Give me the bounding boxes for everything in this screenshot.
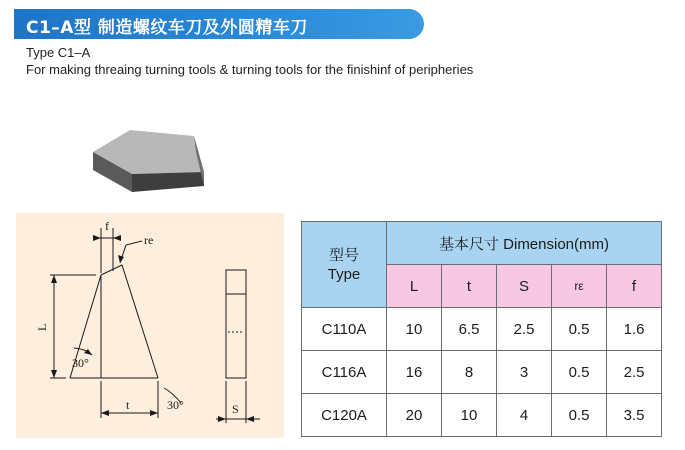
cell-L: 10: [387, 308, 442, 351]
row-type: C120A: [302, 394, 387, 437]
label-angle-left: 30°: [72, 356, 89, 370]
table-row: [302, 351, 662, 394]
type-header-cn: 型号: [328, 246, 359, 264]
column-header: f: [607, 265, 662, 308]
type-header: [302, 222, 387, 308]
label-t: t: [126, 398, 130, 412]
drawing-svg: [16, 213, 284, 438]
cell-re: 0.5: [552, 394, 607, 437]
dimension-table: [301, 221, 662, 437]
type-line: Type C1–A: [26, 45, 91, 60]
cell-re: 0.5: [552, 351, 607, 394]
technical-drawing: [16, 213, 284, 438]
cell-t: 8: [442, 351, 497, 394]
label-f: f: [105, 219, 109, 233]
cell-L: 16: [387, 351, 442, 394]
column-header: rε: [552, 265, 607, 308]
label-L: L: [35, 323, 49, 331]
row-type: C110A: [302, 308, 387, 351]
cell-S: 4: [497, 394, 552, 437]
insert-3d-image: [88, 126, 218, 198]
type-header-en: Type: [327, 265, 361, 283]
cell-f: 1.6: [607, 308, 662, 351]
table-row: [302, 308, 662, 351]
table-row: [302, 394, 662, 437]
column-header: S: [497, 265, 552, 308]
cell-S: 2.5: [497, 308, 552, 351]
column-header: L: [387, 265, 442, 308]
cell-re: 0.5: [552, 308, 607, 351]
cell-L: 20: [387, 394, 442, 437]
page-title: C1–A型 制造螺纹车刀及外圆精车刀: [26, 18, 308, 38]
label-S: S: [232, 402, 239, 416]
description-line: For making threaing turning tools & turning tools for the finishinf of peripheries: [26, 62, 474, 77]
cell-f: 2.5: [607, 351, 662, 394]
label-re: re: [144, 233, 154, 247]
dimension-header: 基本尺寸 Dimension(mm): [387, 222, 662, 265]
cell-S: 3: [497, 351, 552, 394]
row-type: C116A: [302, 351, 387, 394]
label-angle-right: 30°: [167, 398, 184, 412]
cell-t: 10: [442, 394, 497, 437]
cell-t: 6.5: [442, 308, 497, 351]
cell-f: 3.5: [607, 394, 662, 437]
column-header: t: [442, 265, 497, 308]
